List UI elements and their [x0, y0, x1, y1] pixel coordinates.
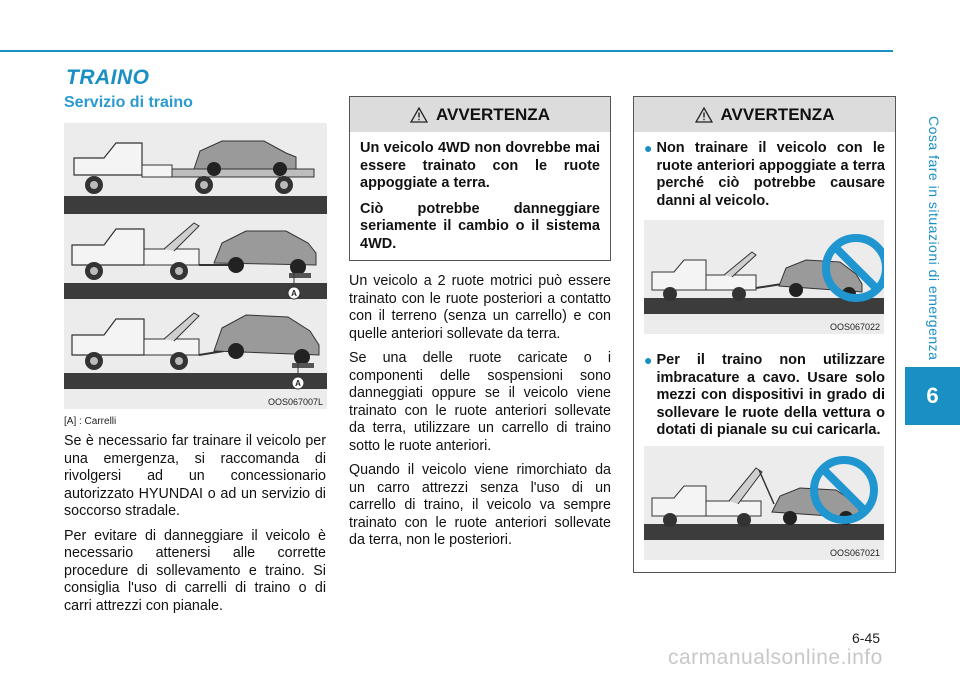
bullet-icon: ●	[644, 352, 653, 368]
figure-caption: [A] : Carrelli	[64, 416, 117, 427]
warning-header	[634, 97, 895, 132]
warning-body	[350, 132, 610, 267]
prohibited-front-wheels-illustration	[644, 220, 884, 334]
subsection-title: Servizio di traino	[64, 94, 193, 111]
page-number: 6-45	[852, 630, 881, 646]
figure-code: OOS067022	[829, 322, 880, 332]
figure-code: OOS067007L	[267, 397, 323, 407]
warning-title: AVVERTENZA	[436, 104, 550, 124]
warning-paragraph-1: Un veicolo 4WD non dovrebbe mai essere trainato con le ruote appoggiate a terra.	[360, 140, 600, 191]
label-a-2: A	[295, 379, 301, 388]
warning-box-towing	[633, 96, 896, 573]
section-title: TRAINO	[66, 66, 150, 89]
towing-methods-figure	[64, 123, 327, 409]
prohibited-towing-figure-2	[644, 446, 884, 560]
prohibited-cable-sling-illustration	[644, 446, 884, 560]
warning-paragraph-2: Ciò potrebbe danneggiare seriamente il cambio o il sistema 4WD.	[360, 200, 600, 252]
middle-paragraph-2: Se una delle ruote caricate o i componenti delle sospensioni sono danneggiati oppure se il veicolo viene trainato con le ruote anteriori sollevate da terra, utilizzare un carrello di traino sotto le ruote anteriori.	[349, 350, 611, 454]
warning-bullet-1	[644, 140, 885, 210]
watermark: carmanualsonline.info	[668, 646, 883, 669]
bullet-icon: ●	[644, 140, 653, 156]
warning-body-2	[634, 344, 895, 446]
label-a-1: A	[291, 289, 297, 298]
bullet-text: Non trainare il veicolo con le ruote anteriori appoggiate a terra perché ciò potrebbe causare danni al veicolo.	[656, 140, 885, 209]
warning-triangle-icon	[410, 107, 428, 123]
warning-header	[350, 97, 610, 132]
warning-body	[634, 132, 895, 216]
header-rule	[0, 50, 893, 52]
bullet-text: Per il traino non utilizzare imbracature a cavo. Usare solo mezzi con dispositivi in grado di sollevare le ruote della vettura o dotati di pianale su cui caricarla.	[656, 352, 885, 438]
warning-triangle-icon	[695, 107, 713, 123]
left-paragraph-1: Se è necessario far trainare il veicolo per una emergenza, si raccomanda di rivolgersi ad un concessionario autorizzato HYUNDAI o ad un servizio di soccorso stradale.	[64, 433, 326, 519]
prohibited-towing-figure-1	[644, 220, 884, 334]
warning-bullet-2	[644, 352, 885, 440]
warning-title: AVVERTENZA	[720, 104, 835, 124]
middle-column	[349, 273, 611, 557]
left-paragraph-2: Per evitare di danneggiare il veicolo è necessario attenersi alle corrette procedure di sollevamento e traino. Si consiglia l'uso di carrelli di traino o di carri attrezzi con pianale.	[64, 527, 326, 614]
chapter-number-tab: 6	[905, 367, 960, 425]
chapter-side-label: Cosa fare in situazioni di emergenza	[926, 115, 942, 361]
middle-paragraph-1: Un veicolo a 2 ruote motrici può essere trainato con le ruote posteriori a contatto con il terreno (senza un carrello) e con quelle anteriori sollevate da terra.	[349, 273, 611, 342]
left-column	[64, 433, 326, 622]
middle-paragraph-3: Quando il veicolo viene rimorchiato da un carro attrezzi senza l'uso di un carrello di traino, il veicolo va sempre trainato con le ruote anteriori sollevate da terra, non le posteriori.	[349, 462, 611, 548]
towing-illustration	[64, 123, 327, 409]
warning-box-4wd	[349, 96, 611, 261]
figure-code: OOS067021	[829, 548, 880, 558]
